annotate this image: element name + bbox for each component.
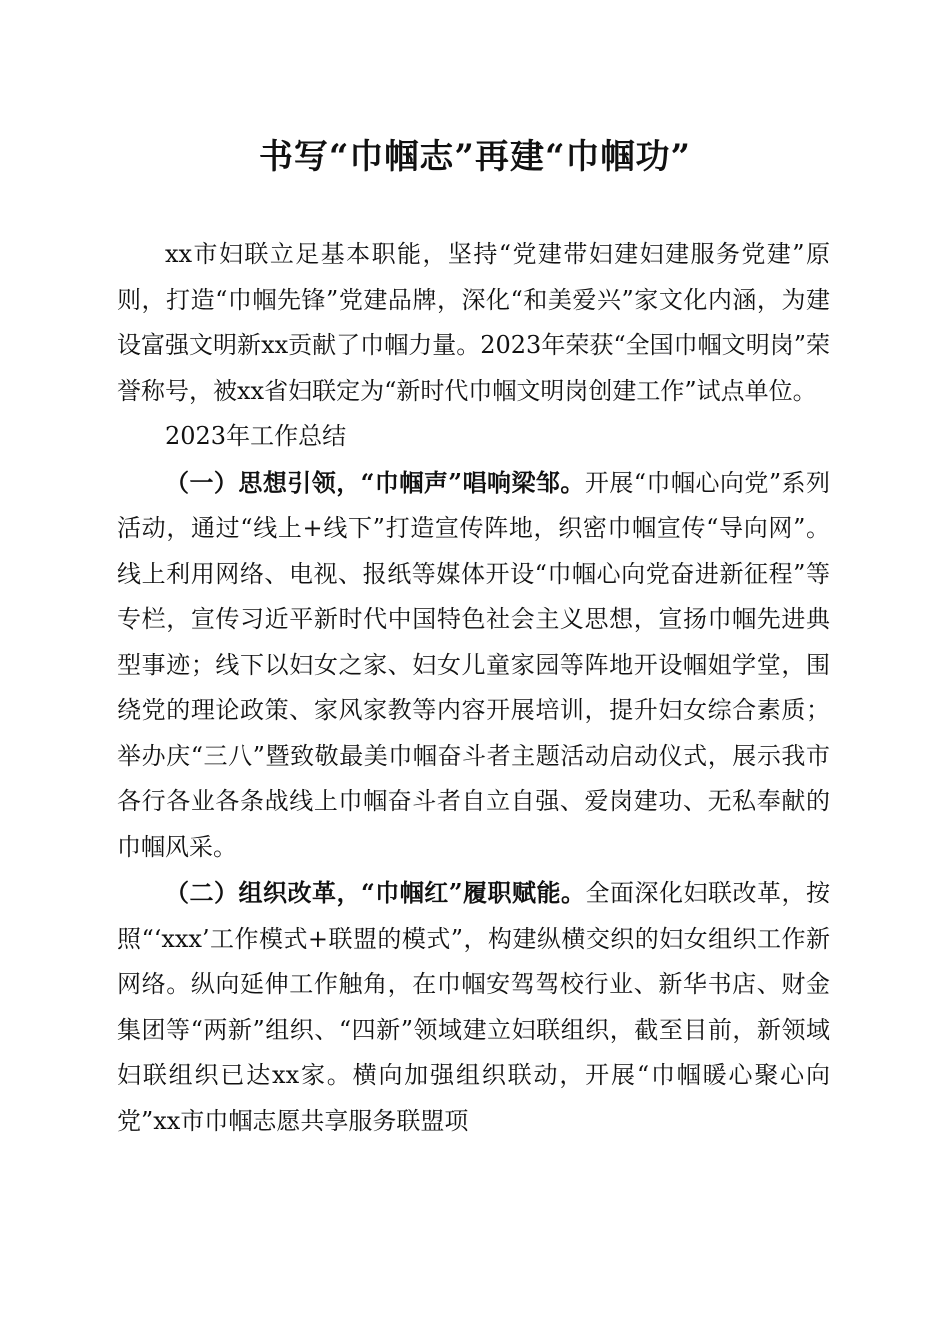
section-paragraph-1 <box>117 460 830 871</box>
document-body <box>117 232 830 1144</box>
section-2-lead: （二）组织改革，“巾帼红”履职赋能。 <box>165 878 586 907</box>
section-paragraph-2 <box>117 870 830 1144</box>
section-1-text: 开展“巾帼心向党”系列活动，通过“线上+线下”打造宣传阵地，织密巾帼宣传“导向网”。线上利用网络、电视、报纸等媒体开设“巾帼心向党奋进新征程”等专栏，宣传习近平新时代中国特色社会主义思想，宣扬巾帼先进典型事迹；线下以妇女之家、妇女儿童家园等阵地开设帼姐学堂，围绕党的理论政策、家风家教等内容开展培训，提升妇女综合素质；举办庆“三八”暨致敬最美巾帼奋斗者主题活动启动仪式，展示我市各行各业各条战线上巾帼奋斗者自立自强、爱岗建功、无私奉献的巾帼风采。 <box>117 468 831 861</box>
document-title: 书写“巾帼志”再建“巾帼功” <box>258 137 692 177</box>
section-1-lead: （一）思想引领，“巾帼声”唱响梁邹。 <box>165 467 585 497</box>
section-heading: 2023年工作总结 <box>165 422 347 450</box>
intro-paragraph: xx市妇联立足基本职能，坚持“党建带妇建妇建服务党建”原则，打造“巾帼先锋”党建品牌，深化“和美爱兴”家文化内涵，为建设富强文明新xx贡献了巾帼力量。2023年荣获“全国巾帼文明岗”荣誉称号，被xx省妇联定为“新时代巾帼文明岗创建工作”试点单位。 <box>117 240 830 405</box>
section-2-text: 全面深化妇联改革，按照“‘xxx’工作模式+联盟的模式”，构建纵横交织的妇女组织工作新网络。纵向延伸工作触角，在巾帼安驾驾校行业、新华书店、财金集团等“两新”组织、“四新”领域建立妇联组织，截至目前，新领域妇联组织已达xx家。横向加强组织联动，开展“巾帼暖心聚心向党”xx市巾帼志愿共享服务联盟项 <box>117 879 831 1135</box>
